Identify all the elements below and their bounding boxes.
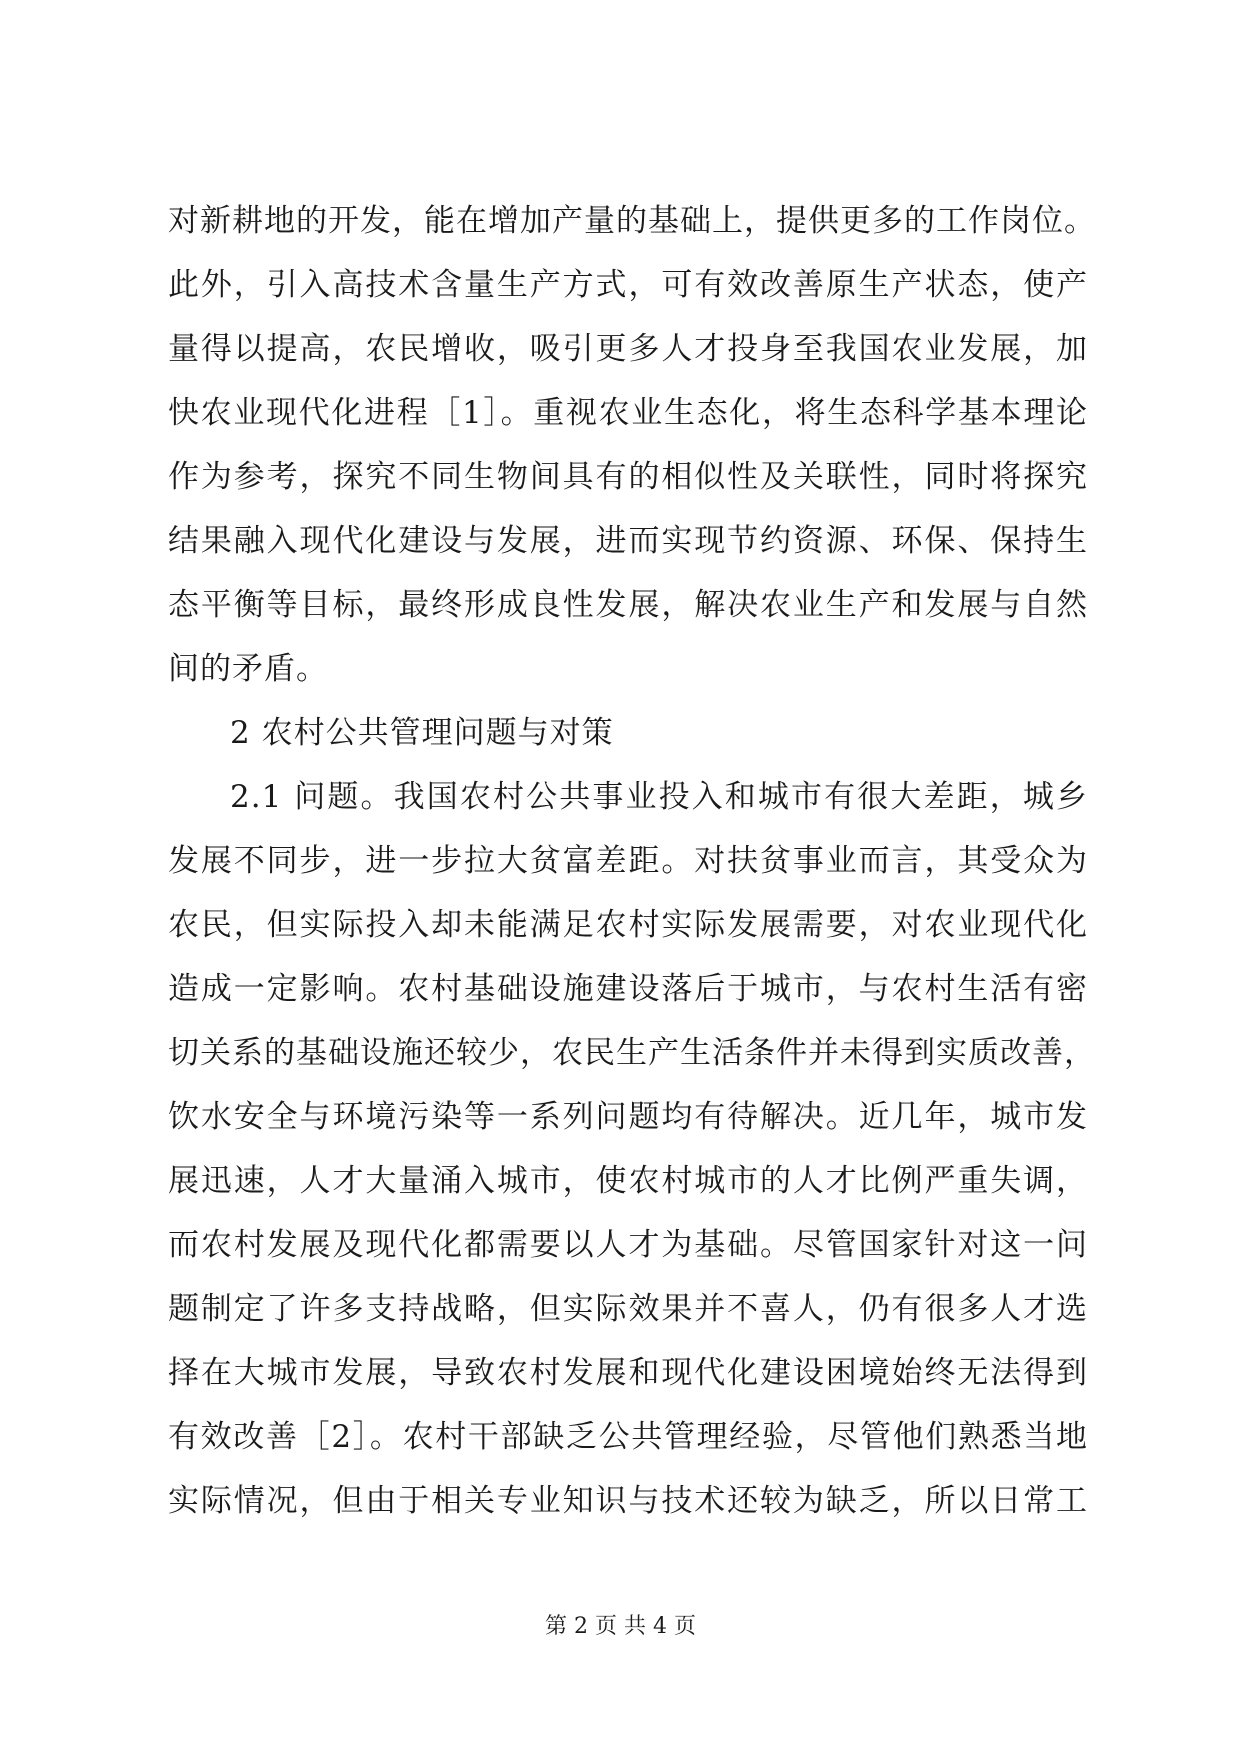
text-line: 间的矛盾。	[168, 651, 328, 687]
text-line: 展迅速，人才大量涌入城市，使农村城市的人才比例严重失调，	[168, 1163, 1088, 1199]
text-line: 有效改善［2］。农村干部缺乏公共管理经验，尽管他们熟悉当地	[168, 1419, 1088, 1455]
text-line: 态平衡等目标，最终形成良性发展，解决农业生产和发展与自然	[168, 587, 1088, 623]
text-line: 量得以提高，农民增收，吸引更多人才投身至我国农业发展，加	[168, 331, 1088, 367]
text-line: 实际情况，但由于相关专业知识与技术还较为缺乏，所以日常工	[168, 1483, 1088, 1519]
page-indicator: 第 2 页 共 4 页	[545, 1614, 696, 1639]
text-line: 择在大城市发展，导致农村发展和现代化建设困境始终无法得到	[168, 1355, 1088, 1391]
text-line: 快农业现代化进程［1］。重视农业生态化，将生态科学基本理论	[168, 395, 1088, 431]
text-line: 2.1 问题。我国农村公共事业投入和城市有很大差距，城乡	[230, 779, 1088, 815]
section-heading: 2 农村公共管理问题与对策	[230, 715, 614, 751]
text-line: 题制定了许多支持战略，但实际效果并不喜人，仍有很多人才选	[168, 1291, 1088, 1327]
page-footer	[0, 1612, 1241, 1642]
text-line: 发展不同步，进一步拉大贫富差距。对扶贫事业而言，其受众为	[168, 843, 1088, 879]
text-line: 农民，但实际投入却未能满足农村实际发展需要，对农业现代化	[168, 907, 1088, 943]
text-line: 结果融入现代化建设与发展，进而实现节约资源、环保、保持生	[168, 523, 1088, 559]
text-line: 切关系的基础设施还较少，农民生产生活条件并未得到实质改善，	[168, 1035, 1096, 1071]
text-line: 作为参考，探究不同生物间具有的相似性及关联性，同时将探究	[168, 459, 1088, 495]
text-line: 饮水安全与环境污染等一系列问题均有待解决。近几年，城市发	[168, 1099, 1088, 1135]
text-line: 而农村发展及现代化都需要以人才为基础。尽管国家针对这一问	[168, 1227, 1088, 1263]
text-line: 此外，引入高技术含量生产方式，可有效改善原生产状态，使产	[168, 267, 1088, 303]
text-line: 造成一定影响。农村基础设施建设落后于城市，与农村生活有密	[168, 971, 1088, 1007]
text-line: 对新耕地的开发，能在增加产量的基础上，提供更多的工作岗位。	[168, 203, 1096, 239]
